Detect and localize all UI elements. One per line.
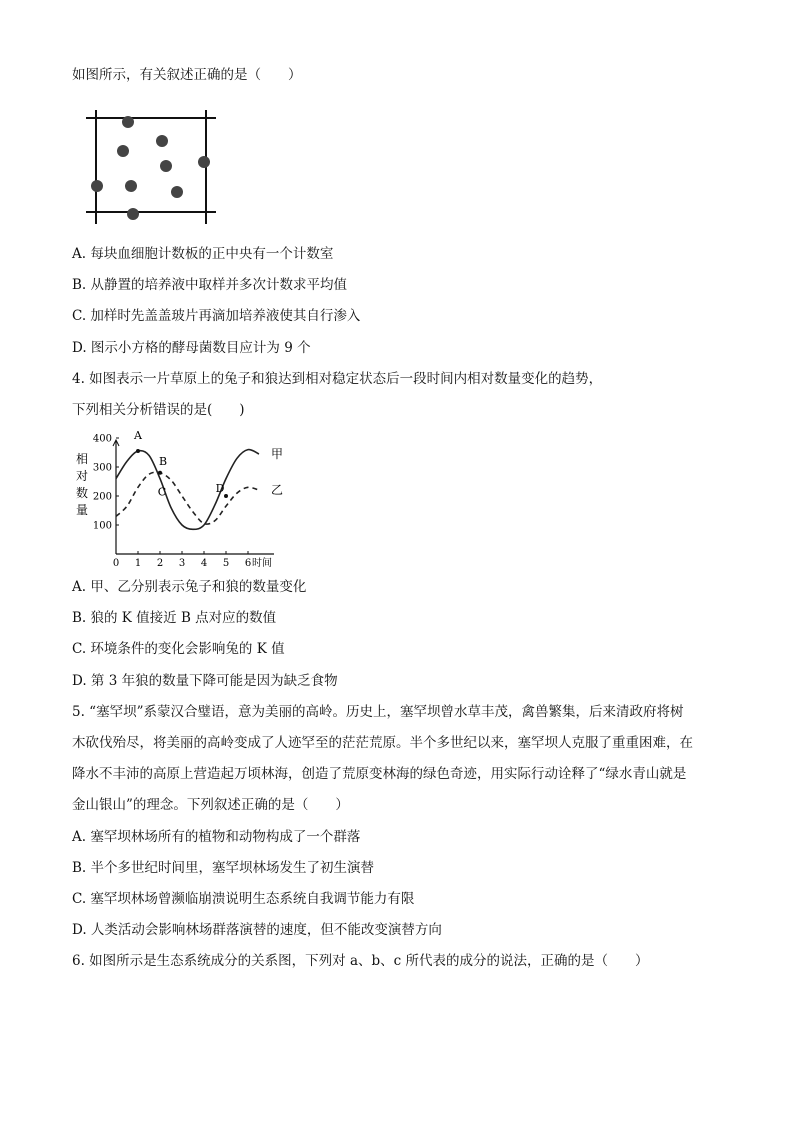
point-label-D: D [215,482,225,495]
q3-stem: 如图所示，有关叙述正确的是（ ） [72,67,302,83]
series-label-乙: 乙 [271,483,284,498]
x-tick-label: 1 [134,558,142,569]
y-tick-label: 200 [92,491,112,503]
y-axis-label-char: 量 [75,503,89,517]
q5-option-a: A. 塞罕坝林场所有的植物和动物构成了一个群落 [72,829,361,845]
q5-option-c: C. 塞罕坝林场曾濒临崩溃说明生态系统自我调节能力有限 [72,891,415,907]
point-marker-D [224,494,228,498]
q5-stem-line1: 5. “塞罕坝”系蒙汉合璧语，意为美丽的高岭。历史上，塞罕坝曾水草丰茂，禽兽繁集，后来清政府将树 [72,704,684,720]
point-label-C: C [157,485,167,499]
yeast-cell [125,180,137,192]
yeast-cell [91,180,103,192]
x-axis-label: 时间 [252,558,272,569]
yeast-cell [127,208,139,220]
q5-stem-line4: 金山银山”的理念。下列叙述正确的是（ ） [72,797,349,813]
hemocytometer-square-figure [82,108,220,226]
q5-option-d: D. 人类活动会影响林场群落演替的速度，但不能改变演替方向 [72,922,442,938]
q3-option-c: C. 加样时先盖盖玻片再滴加培养液使其自行渗入 [72,308,361,324]
x-tick-label: 5 [222,558,230,569]
q4-option-c: C. 环境条件的变化会影响兔的 K 值 [72,641,285,657]
q5-stem-line2: 木砍伐殆尽，将美丽的高岭变成了人迹罕至的茫茫荒原。半个多世纪以来，塞罕坝人克服了重重困难，在 [72,735,693,751]
yeast-cell [160,160,172,172]
series-line-乙 [116,472,259,524]
q3-option-a: A. 每块血细胞计数板的正中央有一个计数室 [72,246,334,262]
yeast-cell [198,156,210,168]
yeast-cell [117,145,129,157]
y-axis-label-char: 数 [75,486,89,500]
y-axis-label-char: 相 [75,452,89,466]
q6-stem: 6. 如图所示是生态系统成分的关系图，下列对 a、b、c 所代表的成分的说法，正确的是（ ） [72,953,649,969]
q4-option-a: A. 甲、乙分别表示兔子和狼的数量变化 [72,579,307,595]
series-line-甲 [116,450,259,530]
q3-option-b: B. 从静置的培养液中取样并多次计数求平均值 [72,277,348,293]
point-label-B: B [158,454,168,468]
yeast-cell [156,135,168,147]
yeast-cell [171,186,183,198]
point-marker-A [136,449,140,453]
q4-option-b: B. 狼的 K 值接近 B 点对应的数值 [72,610,277,626]
series-label-甲: 甲 [271,446,284,461]
q4-stem-line1: 4. 如图表示一片草原上的兔子和狼达到相对稳定状态后一段时间内相对数量变化的趋势， [72,371,603,387]
x-tick-label: 3 [178,558,186,569]
y-axis-label-char: 对 [75,469,89,483]
q4-stem-line2: 下列相关分析错误的是( ) [72,402,245,418]
q5-stem-line3: 降水不丰沛的高原上营造起万顷林海，创造了荒原变林海的绿色奇迹，用实际行动诠释了“绿水青山就是 [72,766,687,782]
x-tick-label: 2 [156,558,164,569]
y-tick-label: 100 [92,520,112,532]
q3-option-d: D. 图示小方格的酵母菌数目应计为 9 个 [72,340,311,356]
point-label-A: A [134,429,142,443]
y-tick-label: 300 [92,462,112,474]
yeast-cell [122,116,134,128]
population-line-chart [72,429,292,569]
point-marker-B [158,471,162,475]
x-tick-label: 0 [112,558,120,569]
x-tick-label: 4 [200,558,208,569]
y-tick-label: 400 [92,433,112,445]
q4-option-d: D. 第 3 年狼的数量下降可能是因为缺乏食物 [72,673,338,689]
q5-option-b: B. 半个多世纪时间里，塞罕坝林场发生了初生演替 [72,860,375,876]
x-tick-label: 6 [244,558,252,569]
